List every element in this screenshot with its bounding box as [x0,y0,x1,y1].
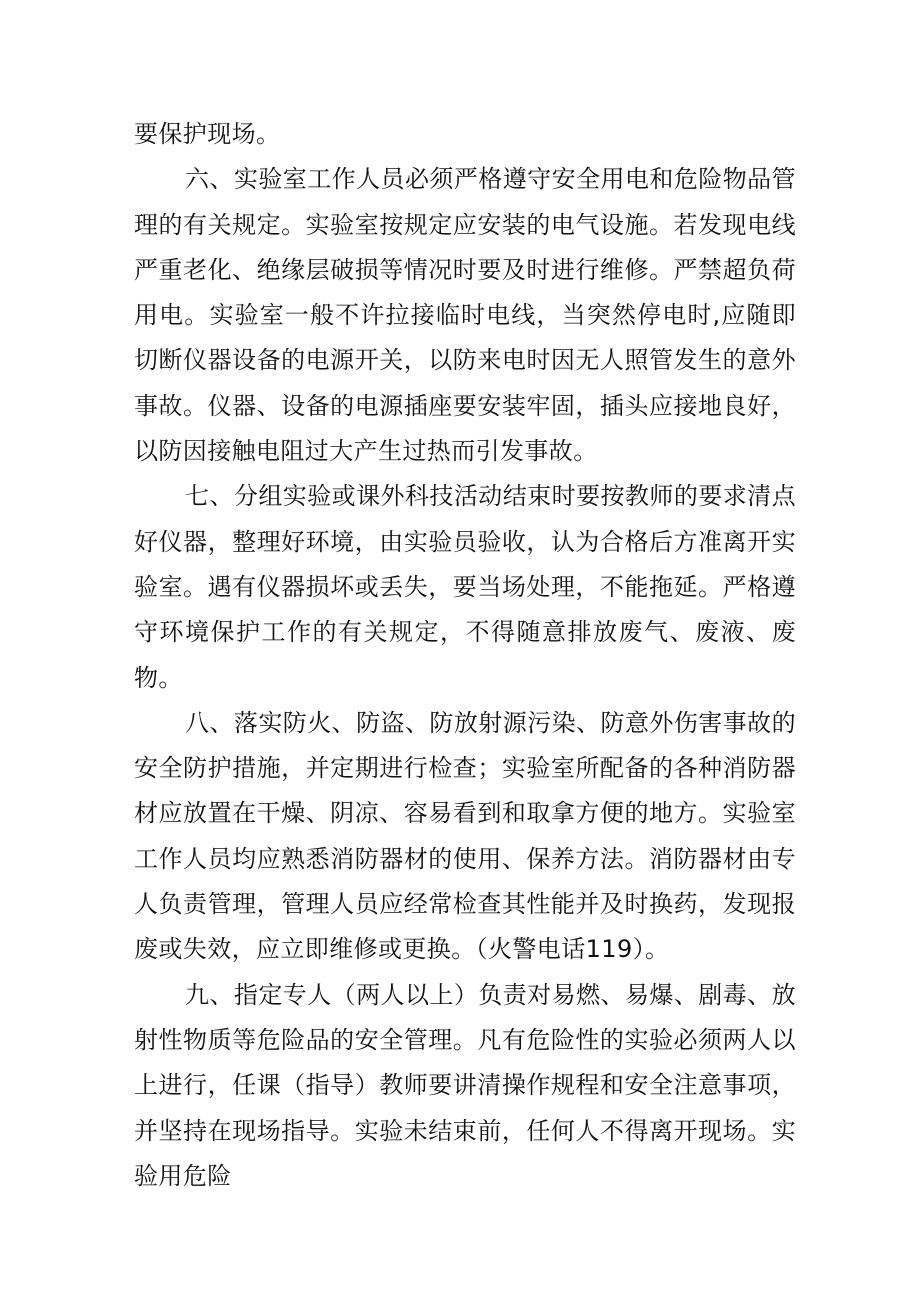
paragraph-rule-8: 八、落实防火、防盗、防放射源污染、防意外伤害事故的安全防护措施，并定期进行检查；实验室所配备的各种消防器材应放置在干燥、阴凉、容易看到和取拿方便的地方。实验室工作人员均应熟悉消防器材的使用、保养方法。消防器材由专人负责管理，管理人员应经常检查其性能并及时换药，发现报废或失效，应立即维修或更换。（火警电话119）。 [134,708,796,964]
paragraph-continuation: 要保护现场。 [134,120,281,148]
paragraph-rule-7: 七、分组实验或课外科技活动结束时要按教师的要求清点好仪器，整理好环境，由实验员验收，认为合格后方准离开实验室。遇有仪器损坏或丢失，要当场处理，不能拖延。严格遵守环境保护工作的有关规定，不得随意排放废气、废液、废物。 [134,482,796,692]
document-body [134,112,796,1199]
paragraph-rule-9: 九、指定专人（两人以上）负责对易燃、易爆、剧毒、放射性物质等危险品的安全管理。凡有危险性的实验必须两人以上进行，任课（指导）教师要讲清操作规程和安全注意事项，并坚持在现场指导。实验未结束前，任何人不得离开现场。实验用危险 [134,980,796,1190]
paragraph-rule-6: 六、实验室工作人员必须严格遵守安全用电和危险物品管理的有关规定。实验室按规定应安装的电气设施。若发现电线严重老化、绝缘层破损等情况时要及时进行维修。严禁超负荷用电。实验室一般不许拉接临时电线，当突然停电时,应随即切断仪器设备的电源开关，以防来电时因无人照管发生的意外事故。仪器、设备的电源插座要安装牢固，插头应接地良好，以防因接触电阻过大产生过热而引发事故。 [134,165,796,466]
